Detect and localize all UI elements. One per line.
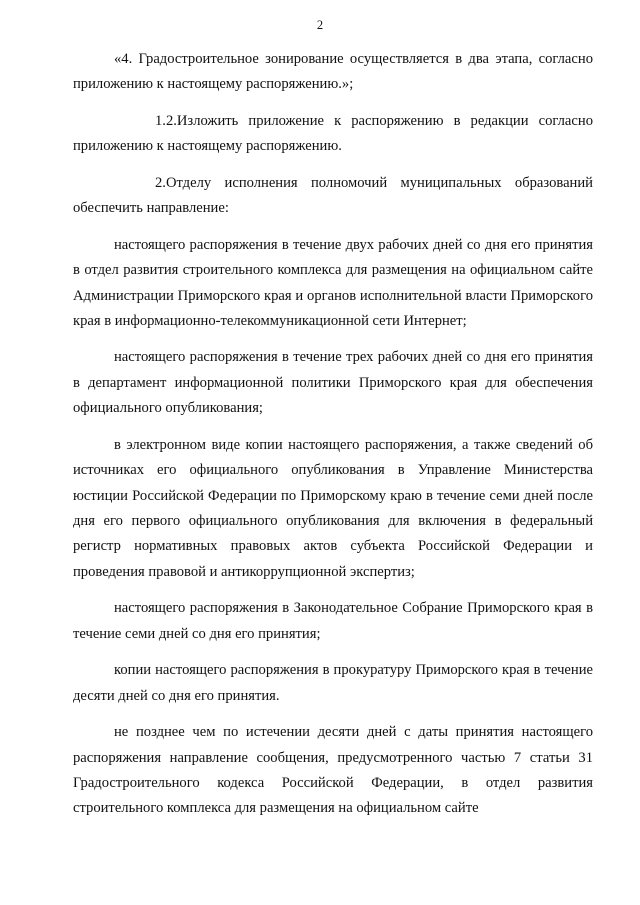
paragraph-send-to-info-policy-dept: настоящего распоряжения в течение трех рабочих дней со дня его принятия в департамент информационной политики Приморского края для обеспечения официального опубликования; bbox=[73, 349, 593, 417]
page-number: 2 bbox=[316, 18, 324, 32]
item-number: 1.2. bbox=[155, 112, 177, 129]
paragraph-item-1-2 bbox=[73, 109, 593, 160]
paragraph-send-to-construction-dept: настоящего распоряжения в течение двух рабочих дней со дня его принятия в отдел развития строительного комплекса для размещения на официальном сайте Администрации Приморского края и органов исполнительной власти Приморского края в информационно-телекоммуникационной сети Интернет; bbox=[73, 236, 593, 329]
paragraph-send-notification: не позднее чем по истечении десяти дней с даты принятия настоящего распоряжения направление сообщения, предусмотренного частью 7 статьи 31 Градостроительного кодекса Российской Федерации, в отдел развития строительного комплекса для размещения на официальном сайте bbox=[73, 724, 593, 817]
document-body bbox=[73, 47, 593, 833]
paragraph-zoning-stages: «4. Градостроительное зонирование осуществляется в два этапа, согласно приложению к настоящему распоряжению.»; bbox=[73, 51, 593, 93]
paragraph-send-to-legislative-assembly: настоящего распоряжения в Законодательное Собрание Приморского края в течение семи дней со дня его принятия; bbox=[73, 600, 593, 642]
item-number: 2. bbox=[155, 174, 166, 191]
item-text: Отделу исполнения полномочий муниципальных образований обеспечить направление: bbox=[73, 174, 593, 217]
paragraph-send-to-justice-ministry: в электронном виде копии настоящего распоряжения, а также сведений об источниках его официального опубликования в Управление Министерства юстиции Российской Федерации по Приморскому краю в течение семи дней после дня его первого официального опубликования для включения в федеральный регистр нормативных правовых актов субъекта Российской Федерации и проведения правовой и антикоррупционной экспертиз; bbox=[73, 436, 593, 580]
paragraph-send-to-prosecutor: копии настоящего распоряжения в прокуратуру Приморского края в течение десяти дней со дня его принятия. bbox=[73, 662, 593, 704]
item-text: Изложить приложение к распоряжению в редакции согласно приложению к настоящему распоряжению. bbox=[73, 112, 593, 155]
paragraph-item-2 bbox=[73, 171, 593, 222]
